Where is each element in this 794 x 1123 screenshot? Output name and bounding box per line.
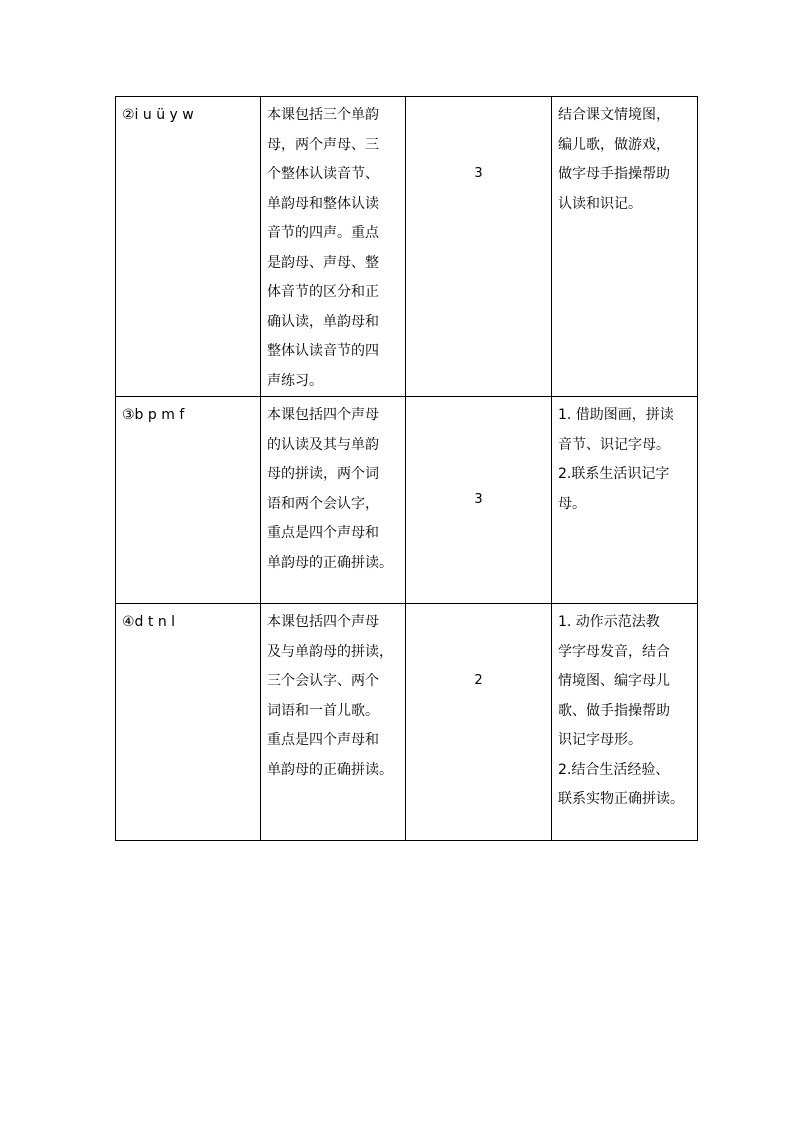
content-line: 的认读及其与单韵	[267, 436, 379, 453]
method-line: 结合课文情境图，	[558, 107, 670, 123]
method-line: 母。	[558, 495, 586, 512]
lesson-hours: 2	[474, 673, 483, 688]
method-line: 做字母手指操帮助	[558, 166, 670, 182]
lesson-hours: 3	[474, 166, 483, 181]
lesson-hours-cell	[406, 97, 552, 397]
content-line: 单韵母和整体认读	[267, 195, 379, 212]
content-line: 母，两个声母、三	[267, 136, 379, 153]
content-line: 本课包括三个单韵	[267, 107, 379, 123]
method-line: 情境图、编字母儿	[558, 673, 670, 689]
lesson-method-cell	[552, 604, 698, 841]
method-line: 歌、做手指操帮助	[558, 702, 670, 719]
method-line: 识记字母形。	[558, 732, 642, 748]
lesson-hours-cell	[406, 604, 552, 841]
method-line: 学字母发音，结合	[558, 643, 670, 660]
content-line: 词语和一首儿歌。	[267, 702, 379, 719]
content-line: 个整体认读音节、	[267, 166, 379, 182]
content-line: 本课包括四个声母	[267, 614, 379, 630]
method-line: 2.联系生活识记字	[558, 466, 670, 482]
content-line: 重点是四个声母和	[267, 525, 379, 541]
content-line: 母的拼读，两个词	[267, 466, 379, 482]
lesson-content-cell	[261, 397, 406, 604]
lesson-title: ②i u ü y w	[122, 107, 194, 123]
lesson-hours: 3	[474, 492, 483, 508]
method-line: 音节、识记字母。	[558, 436, 670, 453]
lesson-title-cell	[116, 97, 261, 397]
lesson-title-cell	[116, 397, 261, 604]
content-line: 体音节的区分和正	[267, 284, 379, 300]
lesson-content-cell	[261, 604, 406, 841]
lesson-content-cell	[261, 97, 406, 397]
lesson-title-cell	[116, 604, 261, 841]
table-row	[116, 604, 698, 841]
content-line: 是韵母、声母、整	[267, 254, 379, 271]
content-line: 整体认读音节的四	[267, 343, 379, 359]
lesson-method-cell	[552, 97, 698, 397]
content-line: 声练习。	[267, 372, 323, 389]
content-line: 单韵母的正确拼读。	[267, 554, 393, 571]
method-line: 认读和识记。	[558, 195, 642, 212]
content-line: 确认读，单韵母和	[267, 313, 379, 330]
content-line: 音节的四声。重点	[267, 225, 379, 241]
lesson-method-cell	[552, 397, 698, 604]
lesson-hours-cell	[406, 397, 552, 604]
content-line: 重点是四个声母和	[267, 732, 379, 748]
content-line: 单韵母的正确拼读。	[267, 761, 393, 778]
method-line: 编儿歌，做游戏，	[558, 136, 670, 153]
content-line: 三个会认字、两个	[267, 673, 379, 689]
lesson-title: ④d t n l	[122, 614, 176, 630]
content-line: 本课包括四个声母	[267, 407, 379, 423]
lesson-title: ③b p m f	[122, 407, 185, 423]
method-line: 联系实物正确拼读。	[558, 791, 684, 807]
table-row	[116, 397, 698, 604]
content-line: 及与单韵母的拼读，	[267, 643, 393, 660]
method-line: 2.结合生活经验、	[558, 761, 670, 778]
method-line: 1. 动作示范法教	[558, 614, 660, 630]
lesson-plan-table	[115, 96, 698, 841]
content-line: 语和两个会认字，	[267, 495, 379, 512]
method-line: 1. 借助图画，拼读	[558, 407, 674, 423]
table-row	[116, 97, 698, 397]
